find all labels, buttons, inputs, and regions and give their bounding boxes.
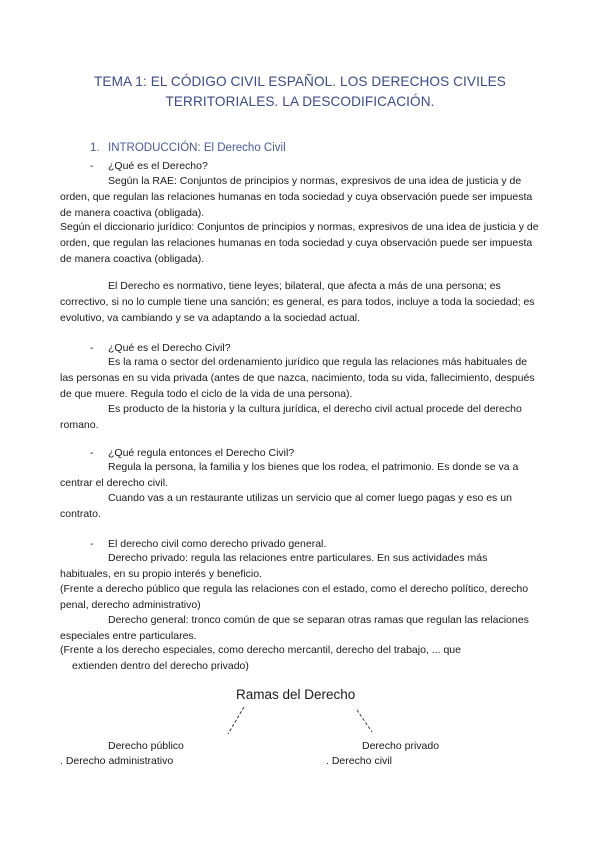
bullet-dash: - xyxy=(90,447,94,459)
q3-paragraph-2: Cuando vas a un restaurante utilizas un servicio que al comer luego pagas y eso es un contrato. xyxy=(60,492,512,520)
q4-private-law: Derecho privado: regula las relaciones entre particulares. En sus actividades más habituales, en su propio interés y beneficio. xyxy=(60,552,488,580)
title-line-2: TERRITORIALES. LA DESCODIFICACIÓN. xyxy=(165,94,435,109)
question-4-text: El derecho civil como derecho privado general. xyxy=(108,538,327,550)
question-2-text: ¿Qué es el Derecho Civil? xyxy=(108,342,231,354)
diagram-public-sub: . Derecho administrativo xyxy=(60,755,174,767)
title-line-1: TEMA 1: EL CÓDIGO CIVIL ESPAÑOL. LOS DERECHOS CIVILES xyxy=(94,74,506,89)
diagram-private-law: Derecho privado xyxy=(362,740,440,752)
q4-general-law: Derecho general: tronco común de que se separan otras ramas que regulan las relaciones especiales entre particulares. xyxy=(60,614,529,642)
q4-special-law-note-1: (Frente a los derecho especiales, como derecho mercantil, derecho del trabajo, ... que xyxy=(60,644,461,656)
bullet-dash: - xyxy=(90,160,94,172)
q1-rae-definition: Según la RAE: Conjuntos de principios y normas, expresivos de una idea de justicia y de orden, que regulan las relaciones humanas en toda sociedad y cuya observación puede ser impuesta de manera coactiva (obligada). xyxy=(60,175,533,219)
bullet-dash: - xyxy=(90,342,94,354)
q4-special-law-note-2: extienden dentro del derecho privado) xyxy=(72,660,249,672)
q2-paragraph-2: Es producto de la historia y la cultura jurídica, el derecho civil actual procede del derecho romano. xyxy=(60,403,522,431)
q3-paragraph-1: Regula la persona, la familia y los bienes que los rodea, el patrimonio. Es donde se va a centrar el derecho civil. xyxy=(60,461,519,489)
connector-left xyxy=(228,707,244,734)
bullet-dash: - xyxy=(90,538,94,550)
q1-dictionary-definition: Según el diccionario jurídico: Conjuntos de principios y normas, expresivos de una idea de justicia y de orden, que regulan las relaciones humanas en toda sociedad y cuya observación puede ser impuesta de manera coactiva (obligada). xyxy=(60,221,539,265)
diagram-private-sub: . Derecho civil xyxy=(326,755,392,767)
question-1-text: ¿Qué es el Derecho? xyxy=(108,160,208,172)
q2-paragraph-1: Es la rama o sector del ordenamiento jurídico que regula las relaciones más habituales de las personas en su vida privada (antes de que nazca, nacimiento, toda su vida, fallecimiento, después de que muere. Regula todo el ciclo de la vida de una persona). xyxy=(60,356,535,400)
q1-description: El Derecho es normativo, tiene leyes; bilateral, que afecta a más de una persona; es correctivo, si no lo cumple tiene una sanción; es general, es para todos, incluye a toda la sociedad; es evolutivo, va cambiando y se va adaptando a la sociedad actual. xyxy=(60,280,535,324)
section-number: 1. xyxy=(90,142,100,154)
question-3-text: ¿Qué regula entonces el Derecho Civil? xyxy=(108,447,295,459)
q4-public-law-note: (Frente a derecho público que regula las relaciones con el estado, como el derecho político, derecho penal, derecho administrativo) xyxy=(60,583,529,611)
diagram-public-law: Derecho público xyxy=(108,740,184,752)
diagram-title: Ramas del Derecho xyxy=(236,687,356,702)
connector-right xyxy=(357,710,372,732)
section-title: INTRODUCCIÓN: El Derecho Civil xyxy=(108,142,286,154)
